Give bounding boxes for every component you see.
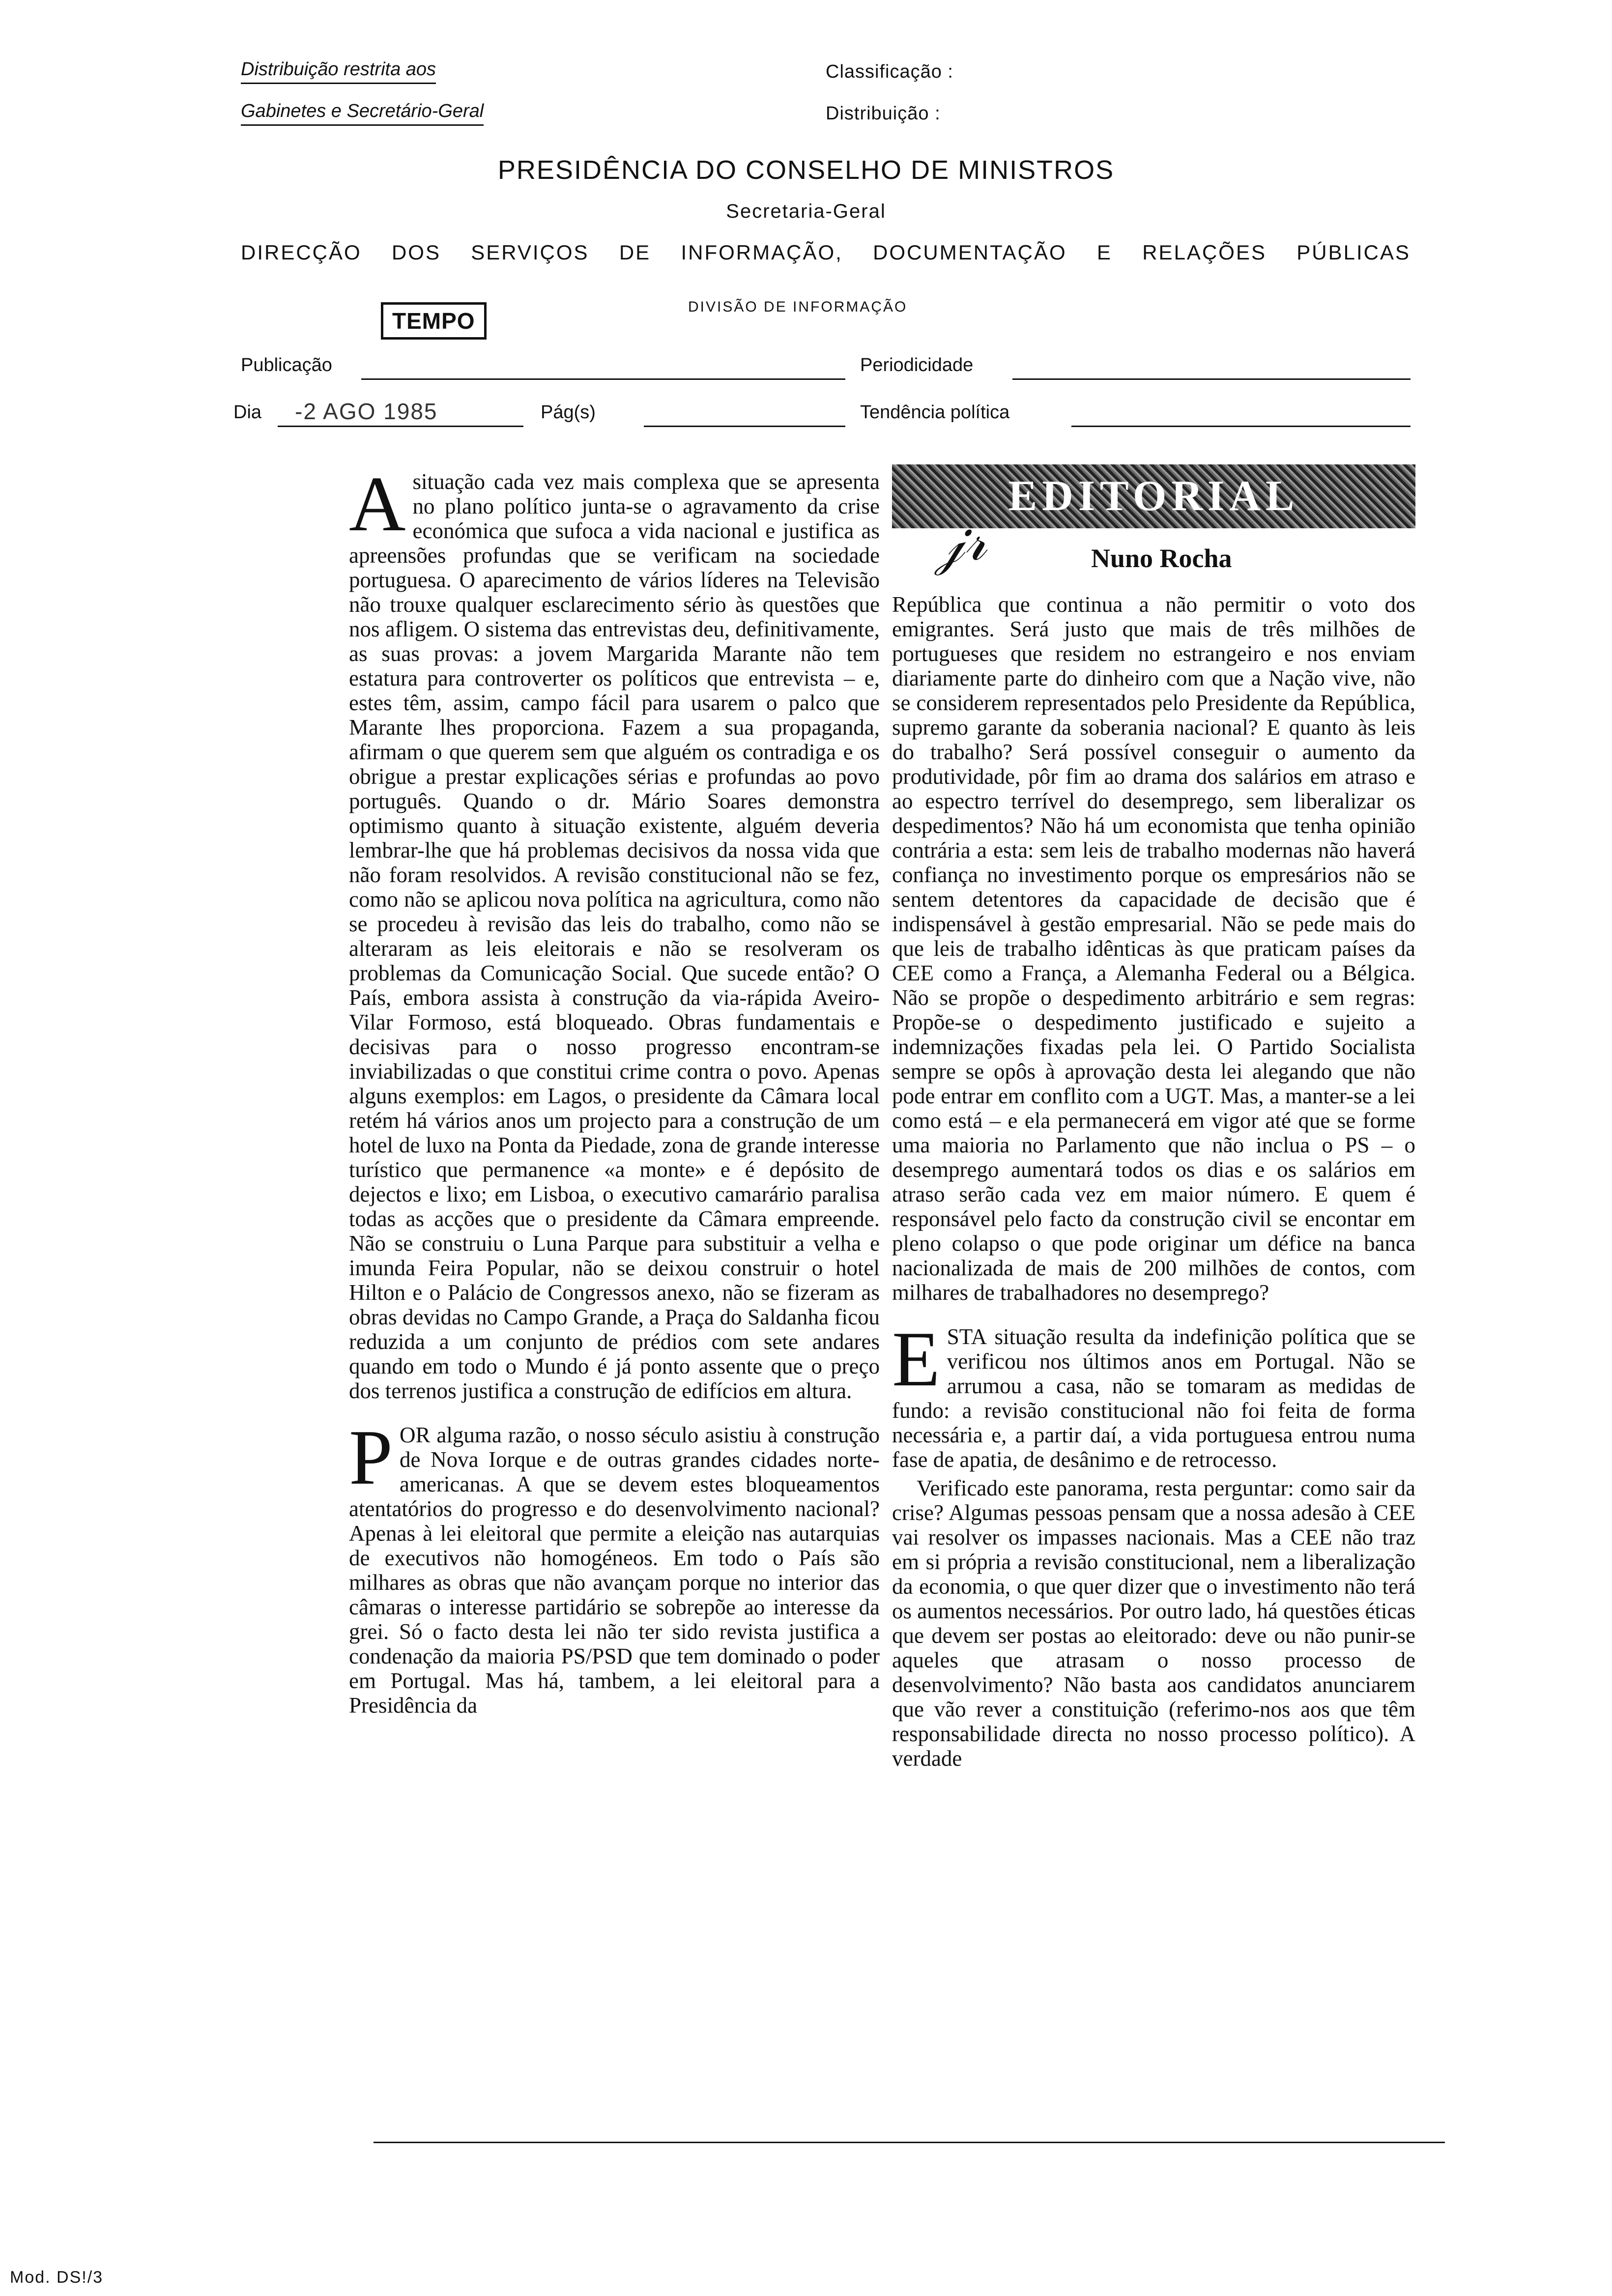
article-author: Nuno Rocha <box>1091 544 1232 573</box>
tendency-label: Tendência política <box>860 402 1010 423</box>
publication-field-line <box>361 378 845 380</box>
classification-label: Classificação : <box>826 61 953 82</box>
dropcap: E <box>892 1315 940 1403</box>
article-paragraph: República que continua a não permitir o voto dos emigrantes. Será justo que mais de três milhões de portugueses que residem no estrangeiro e nos enviam diariamente parte do dinheiro com que a Nação vive, não se considerem representados pelo Presidente da República, supremo garante da soberania nacional? E quanto às leis do trabalho? Será possível conseguir o aumento da produtividade, pôr fim ao drama dos salários em atraso e ao espectro terrível do desemprego, sem liberalizar os despedimentos? Não há um economista que tenha opinião contrária a esta: sem leis de trabalho modernas não haverá confiança no investimento porque os empresários não se sentem detentores da capacidade de decisão que é indispensável à gestão empresarial. Não se pede mais do que leis de trabalho idênticas às que praticam países da CEE como a França, a Alemanha Federal ou a Bélgica. Não se propõe o despedimento arbitrário e sem regras: Propõe-se o despedimento justificado e sujeito a indemnizações fixadas pela lei. O Partido Socialista sempre se opôs à aprovação desta lei alegando que não pode entrar em conflito com a UGT. Mas, a manter-se a lei como está – e ela permanecerá em vigor até que se forme uma maioria no Parlamento que não inclua o PS – o desemprego aumentará todos os dias e os salários em atraso serão cada vez em maior número. E quem é responsável pelo facto da construção civil se encontar em pleno colapso o que pode originar um défice na banca nacionalizada de mais de 200 milhões de contos, com milhares de trabalhadores no desemprego? <box>892 592 1415 1305</box>
pages-label: Pág(s) <box>541 402 596 423</box>
dropcap: A <box>349 460 406 547</box>
article-paragraph: Verificado este panorama, resta perguntar: como sair da crise? Algumas pessoas pensam que a nossa adesão à CEE vai resolver os impasses nacionais. Mas a CEE não traz em si própria a revisão constitucional, nem a liberalização da economia, o que quer dizer que o investimento não terá os aumentos necessários. Por outro lado, há questões éticas que devem ser postas ao eleitorado: deve ou não punir-se aqueles que atrasam o nosso processo de desenvolvimento? Não basta aos candidatos anunciarem que vão rever a constituição (referimo-nos aos que têm responsabilidade directa no nosso processo político). A verdade <box>892 1476 1415 1771</box>
publication-stamp: TEMPO <box>381 302 487 340</box>
article-paragraph: POR alguma razão, o nosso século asistiu à construção de Nova Iorque e de outras grandes cidades norte-americanas. A que se devem estes bloqueamentos atentatórios do progresso e do desenvolvimento nacional? Apenas à lei eleitoral que permite a eleição nas autarquias de executivos não homogéneos. Em todo o País são milhares as obras que não avançam porque no interior das câmaras o interesse partidário se sobrepõe ao interesse da grei. Só o facto desta lei não ter sido revista justifica a condenação da maioria PS/PSD que tem dominado o poder em Portugal. Mas há, tambem, a lei eleitoral para a Presidência da <box>349 1413 880 1718</box>
dropcap: P <box>349 1413 393 1501</box>
page-subtitle: Secretaria-Geral <box>726 201 886 222</box>
day-label: Dia <box>233 402 262 423</box>
handwritten-signature: 𝒿𝓇 <box>930 508 989 577</box>
day-stamp: -2 AGO 1985 <box>295 399 438 424</box>
distribution-restricted-line1: Distribuição restrita aos <box>241 59 436 80</box>
article-paragraph: ESTA situação resulta da indefinição política que se verificou nos últimos anos em Portugal. Não se arrumou a casa, não se tomaram as medidas de fundo: a revisão constitucional não foi feita de forma necessária e, a partir daí, a vida portuguesa entrou numa fase de apatia, de desânimo e de retrocesso. <box>892 1315 1415 1472</box>
department-name: DIRECÇÃO DOS SERVIÇOS DE INFORMAÇÃO, DOCUMENTAÇÃO E RELAÇÕES PÚBLICAS <box>241 241 1410 264</box>
pages-field-line <box>644 426 845 427</box>
form-model-code: Mod. DS!/3 <box>10 2268 104 2287</box>
editorial-banner: EDITORIAL <box>892 464 1415 528</box>
page-title: PRESIDÊNCIA DO CONSELHO DE MINISTROS <box>497 155 1115 185</box>
publication-label: Publicação <box>241 355 332 375</box>
article-right-column <box>892 592 1415 1771</box>
article-left-column <box>349 460 880 1718</box>
division-name: DIVISÃO DE INFORMAÇÃO <box>688 299 908 315</box>
tendency-field-line <box>1071 426 1410 427</box>
periodicity-label: Periodicidade <box>860 355 974 375</box>
periodicity-field-line <box>1012 378 1410 380</box>
article-bottom-rule <box>374 2142 1445 2143</box>
article-paragraph: Asituação cada vez mais complexa que se apresenta no plano político junta-se o agravamento da crise económica que sufoca a vida nacional e justifica as apreensões profundas que se verificam na sociedade portuguesa. O aparecimento de vários líderes na Televisão não trouxe qualquer esclarecimento sério às questões que nos afligem. O sistema das entrevistas deu, definitivamente, as suas provas: a jovem Margarida Marante não tem estatura para controverter os políticos que entrevista – e, estes têm, assim, campo fácil para usarem o palco que Marante lhes proporciona. Fazem a sua propaganda, afirmam o que querem sem que alguém os contradiga e os obrigue a prestar explicações sérias e profundas ao povo português. Quando o dr. Mário Soares demonstra optimismo quanto à situação existente, alguém deveria lembrar-lhe que há problemas decisivos da nossa vida que não foram resolvidos. A revisão constitucional não se fez, como não se aplicou nova política na agricultura, como não se procedeu à revisão das leis do trabalho, como não se alteraram as leis eleitorais e não se resolveram os problemas da Comunicação Social. Que sucede então? O País, embora assista à construção da via-rápida Aveiro-Vilar Formoso, está bloqueado. Obras fundamentais e decisivas para o nosso progresso encontram-se inviabilizadas o que constitui crime contra o povo. Apenas alguns exemplos: em Lagos, o presidente da Câmara local retém há vários anos um projecto para a construção de um hotel de luxo na Ponta da Piedade, zona de grande interesse turístico que permanence «a monte» e é depósito de dejectos e lixo; em Lisboa, o executivo camarário paralisa todas as acções que o presidente da Câmara empreende. Não se construiu o Luna Parque para substituir a velha e imunda Feira Popular, não se deixou construir o hotel Hilton e o Palácio de Congressos anexo, não se fizeram as obras devidas no Campo Grande, a Praça do Saldanha ficou reduzida a um conjunto de prédios com sete andares quando em todo o Mundo é já ponto assente que o preço dos terrenos justifica a construção de edifícios em altura. <box>349 460 880 1403</box>
day-field-line <box>278 426 523 427</box>
distribution-label: Distribuição : <box>826 103 941 124</box>
distribution-restricted-line2: Gabinetes e Secretário-Geral <box>241 101 484 122</box>
